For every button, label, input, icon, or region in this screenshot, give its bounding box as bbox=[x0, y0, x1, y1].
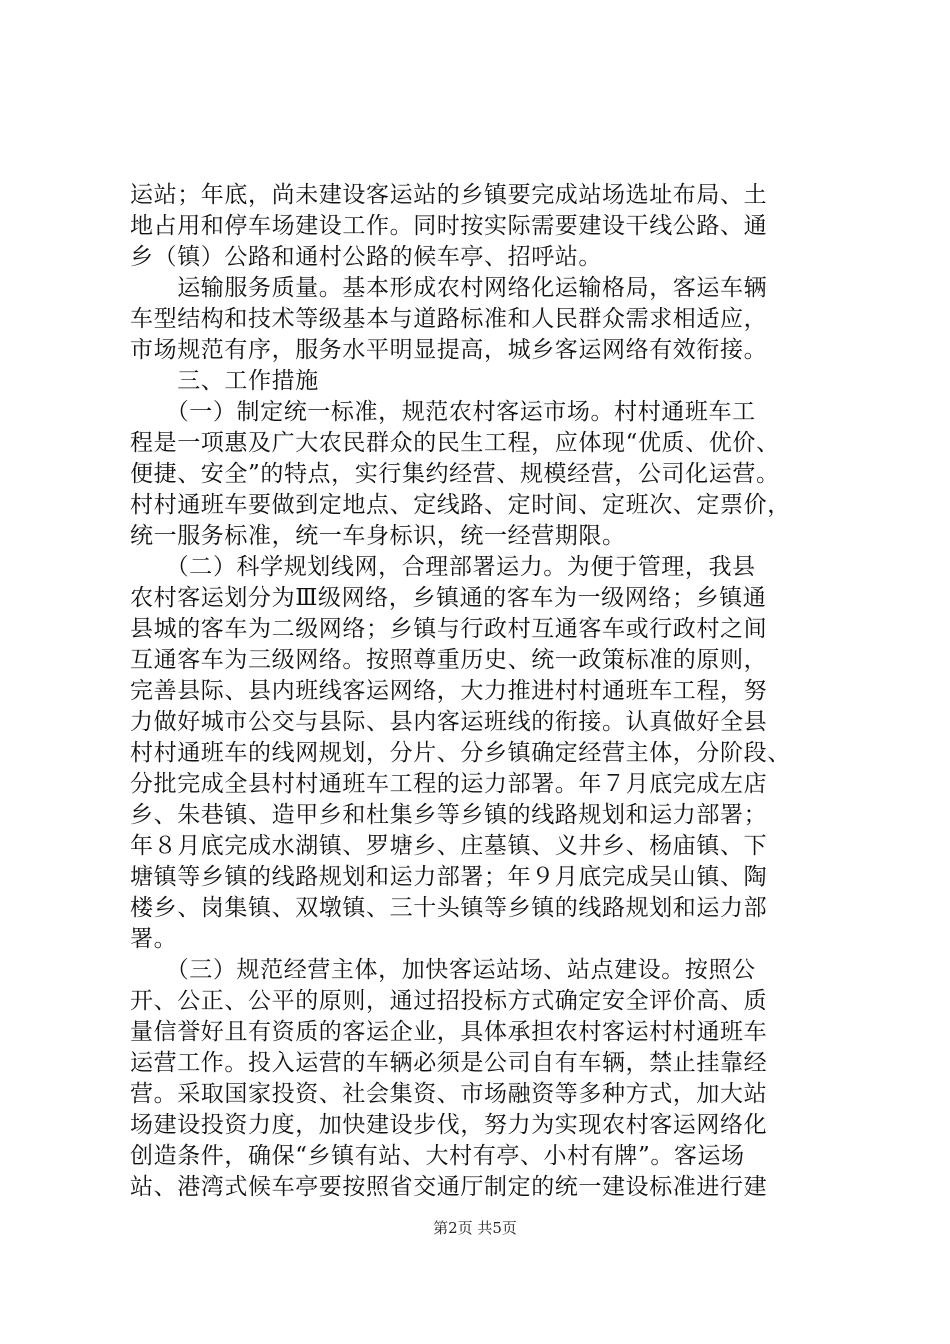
paragraph-line: 市场规范有序，服务水平明显提高，城乡客运网络有效衔接。 bbox=[130, 337, 768, 363]
paragraph-line: 站、港湾式候车亭要按照省交通厅制定的统一建设标准进行建 bbox=[130, 1174, 768, 1200]
paragraph-line: 县城的客车为二级网络；乡镇与行政村互通客车或行政村之间 bbox=[130, 616, 768, 642]
paragraph-line: 互通客车为三级网络。按照尊重历史、统一政策标准的原则， bbox=[130, 647, 768, 673]
paragraph-line: 分批完成全县村村通班车工程的运力部署。年７月底完成左店 bbox=[130, 771, 768, 797]
paragraph-line: 车型结构和技术等级基本与道路标准和人民群众需求相适应， bbox=[130, 306, 768, 332]
paragraph-line: 力做好城市公交与县际、县内客运班线的衔接。认真做好全县 bbox=[130, 709, 768, 735]
paragraph-line: 运营工作。投入运营的车辆必须是公司自有车辆，禁止挂靠经 bbox=[130, 1050, 768, 1076]
paragraph-line: 楼乡、岗集镇、双墩镇、三十头镇等乡镇的线路规划和运力部 bbox=[130, 895, 768, 921]
paragraph-line: 塘镇等乡镇的线路规划和运力部署；年９月底完成吴山镇、陶 bbox=[130, 864, 768, 890]
paragraph-line: 年８月底完成水湖镇、罗塘乡、庄墓镇、义井乡、杨庙镇、下 bbox=[130, 833, 768, 859]
paragraph-line: 程是一项惠及广大农民群众的民生工程，应体现“优质、优价、 bbox=[130, 430, 780, 456]
paragraph-line: 量信誉好且有资质的客运企业，具体承担农村客运村村通班车 bbox=[130, 1019, 768, 1045]
paragraph-line: 乡、朱巷镇、造甲乡和杜集乡等乡镇的线路规划和运力部署； bbox=[130, 802, 768, 828]
paragraph-line: 署。 bbox=[130, 926, 178, 952]
paragraph-line: 统一服务标准，统一车身标识，统一经营期限。 bbox=[130, 523, 626, 549]
paragraph-line: 运输服务质量。基本形成农村网络化运输格局，客运车辆 bbox=[130, 275, 768, 301]
paragraph-line: 开、公正、公平的原则，通过招投标方式确定安全评价高、质 bbox=[130, 988, 768, 1014]
paragraph-line: 营。采取国家投资、社会集资、市场融资等多种方式，加大站 bbox=[130, 1081, 768, 1107]
paragraph-line: 村村通班车要做到定地点、定线路、定时间、定班次、定票价， bbox=[130, 492, 791, 518]
paragraph-line: 农村客运划分为Ⅲ级网络，乡镇通的客车为一级网络；乡镇通 bbox=[130, 585, 767, 611]
paragraph-line: 三、工作措施 bbox=[130, 368, 319, 394]
paragraph-line: 乡（镇）公路和通村公路的候车亭、招呼站。 bbox=[130, 244, 602, 270]
paragraph-line: 便捷、安全”的特点，实行集约经营、规模经营，公司化运营。 bbox=[130, 461, 780, 487]
paragraph-line: （二）科学规划线网，合理部署运力。为便于管理，我县 bbox=[130, 554, 756, 580]
paragraph-line: 村村通班车的线网规划，分片、分乡镇确定经营主体，分阶段、 bbox=[130, 740, 791, 766]
paragraph-line: （三）规范经营主体，加快客运站场、站点建设。按照公 bbox=[130, 957, 756, 983]
paragraph-line: 地占用和停车场建设工作。同时按实际需要建设干线公路、通 bbox=[130, 213, 768, 239]
paragraph-line: 创造条件，确保“乡镇有站、大村有亭、小村有牌”。客运场 bbox=[130, 1143, 745, 1169]
document-body bbox=[130, 180, 830, 1203]
paragraph-line: 运站；年底，尚未建设客运站的乡镇要完成站场选址布局、土 bbox=[130, 182, 768, 208]
paragraph-line: 场建设投资力度，加快建设步伐，努力为实现农村客运网络化 bbox=[130, 1112, 768, 1138]
paragraph-line: （一）制定统一标准，规范农村客运市场。村村通班车工 bbox=[130, 399, 756, 425]
page-footer: 第2页 共5页 bbox=[433, 1219, 517, 1237]
paragraph-line: 完善县际、县内班线客运网络，大力推进村村通班车工程，努 bbox=[130, 678, 768, 704]
